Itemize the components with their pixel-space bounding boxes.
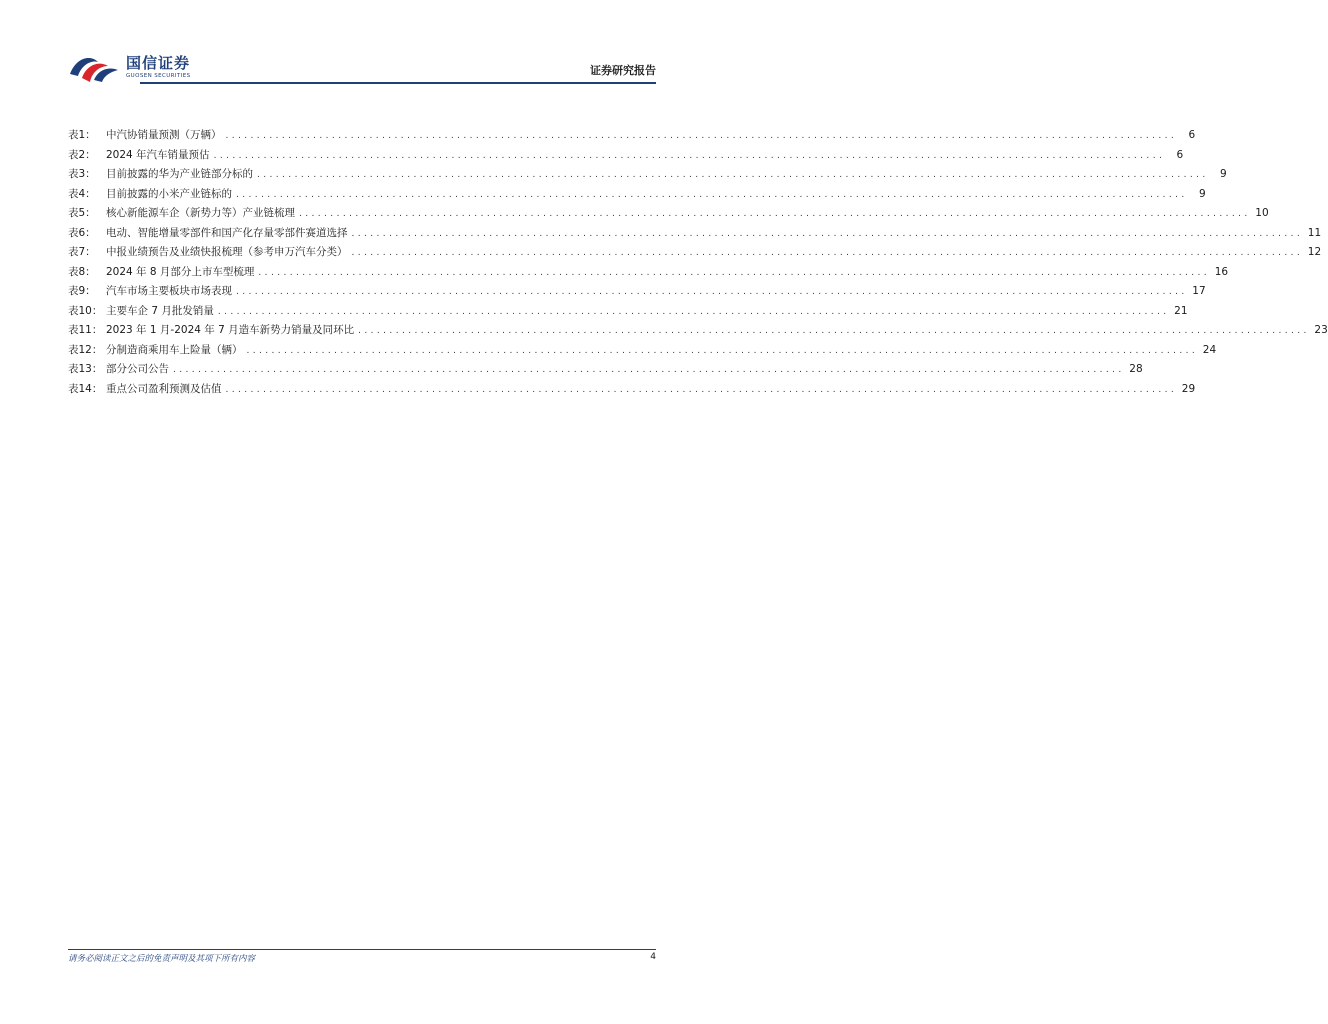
toc-row-page: 21 [1174,304,1188,317]
toc-row-page: 16 [1214,265,1229,278]
toc-row-number: 表1： [68,129,96,141]
page-header [68,48,656,84]
logo-english-name: GUOSEN SECURITIES [126,73,191,79]
toc-row-title: 汽车市场主要板块市场表现 [106,285,232,297]
toc-row-number: 表12： [68,343,103,356]
toc-row-page: 10 [1255,207,1269,219]
toc-row-page: 28 [1129,363,1143,375]
toc-dot-leader: ........................................................................................................................................................ [236,189,1188,200]
toc-row[interactable] [68,360,1143,380]
toc-dot-leader: ........................................................................................................................................................ [173,365,1125,375]
toc-dot-leader: ........................................................................................................................................................ [351,248,1304,258]
toc-row-number: 表4： [68,187,96,200]
toc-row[interactable] [68,380,1196,400]
toc-row[interactable] [68,204,1269,224]
toc-row-title: 重点公司盈利预测及估值 [106,382,222,395]
toc-row-page: 9 [1219,168,1227,180]
toc-dot-leader: ........................................................................................................................................................ [236,287,1188,297]
toc-row-page: 6 [1176,148,1184,161]
toc-row[interactable] [68,146,1184,166]
toc-row[interactable] [68,126,1196,146]
toc-dot-leader: ........................................................................................................................................................ [213,150,1166,161]
toc-row-number: 表6： [68,226,96,239]
toc-dot-leader: ........................................................................................................................................................ [351,228,1304,239]
company-logo [68,52,208,84]
toc-row[interactable] [68,165,1227,185]
disclaimer-note: 请务必阅读正文之后的免责声明及其项下所有内容 [68,954,256,964]
toc-row-page: 24 [1202,343,1217,356]
toc-row-number: 表3： [68,168,96,180]
toc-row[interactable] [68,302,1188,322]
toc-row-page: 6 [1188,129,1196,141]
toc-row-title: 部分公司公告 [106,363,169,375]
footer-divider [68,949,656,950]
toc-row[interactable] [68,243,1322,263]
toc-dot-leader: ........................................................................................................................................................ [225,131,1178,141]
toc-row-number: 表5： [68,207,96,219]
report-type-label: 证券研究报告 [590,64,656,77]
toc-row[interactable] [68,263,1229,283]
toc-dot-leader: ........................................................................................................................................................ [299,209,1251,219]
toc-row-number: 表2： [68,148,96,161]
toc-row-number: 表10： [68,304,103,317]
toc-row-page: 11 [1307,226,1322,239]
toc-row-page: 17 [1192,285,1206,297]
toc-dot-leader: ........................................................................................................................................................ [217,306,1170,317]
toc-dot-leader: ........................................................................................................................................................ [258,267,1211,278]
toc-row-title: 电动、智能增量零部件和国产化存量零部件赛道选择 [106,226,348,239]
toc-row-title: 2024 年汽车销量预估 [106,148,210,161]
toc-row-number: 表11： [68,324,103,336]
toc-row-title: 中汽协销量预测（万辆） [106,129,222,141]
toc-row-number: 表9： [68,285,96,297]
toc-row-title: 目前披露的华为产业链部分标的 [106,168,253,180]
toc-dot-leader: ........................................................................................................................................................ [358,326,1310,336]
guosen-logo-icon [68,52,122,84]
toc-row-number: 表13： [68,363,103,375]
toc-row-number: 表14： [68,382,103,395]
toc-row-page: 29 [1181,382,1196,395]
toc-row[interactable] [68,321,1328,341]
toc-row-title: 2023 年 1 月-2024 年 7 月造车新势力销量及同环比 [106,324,355,336]
toc-row-page: 12 [1307,246,1322,258]
toc-row[interactable] [68,185,1206,205]
toc-row[interactable] [68,341,1217,361]
logo-chinese-name: 国信证券 [126,54,191,72]
toc-dot-leader: ........................................................................................................................................................ [246,345,1199,356]
toc-row-title: 2024 年 8 月部分上市车型梳理 [106,265,255,278]
toc-row[interactable] [68,282,1206,302]
toc-row-title: 分制造商乘用车上险量（辆） [106,343,243,356]
toc-row-title: 核心新能源车企（新势力等）产业链梳理 [106,207,295,219]
toc-row[interactable] [68,224,1322,244]
toc-row-page: 9 [1198,187,1206,200]
toc-row-title: 主要车企 7 月批发销量 [106,304,214,317]
header-divider [140,82,656,84]
toc-row-title: 目前披露的小米产业链标的 [106,187,232,200]
toc-row-title: 中报业绩预告及业绩快报梳理（参考申万汽车分类） [106,246,348,258]
table-of-tables [68,126,1328,399]
toc-row-number: 表7： [68,246,96,258]
toc-dot-leader: ........................................................................................................................................................ [225,384,1178,395]
toc-row-page: 23 [1314,324,1328,336]
toc-row-number: 表8： [68,265,96,278]
page-number: 4 [650,952,656,962]
toc-dot-leader: ........................................................................................................................................................ [257,170,1209,180]
